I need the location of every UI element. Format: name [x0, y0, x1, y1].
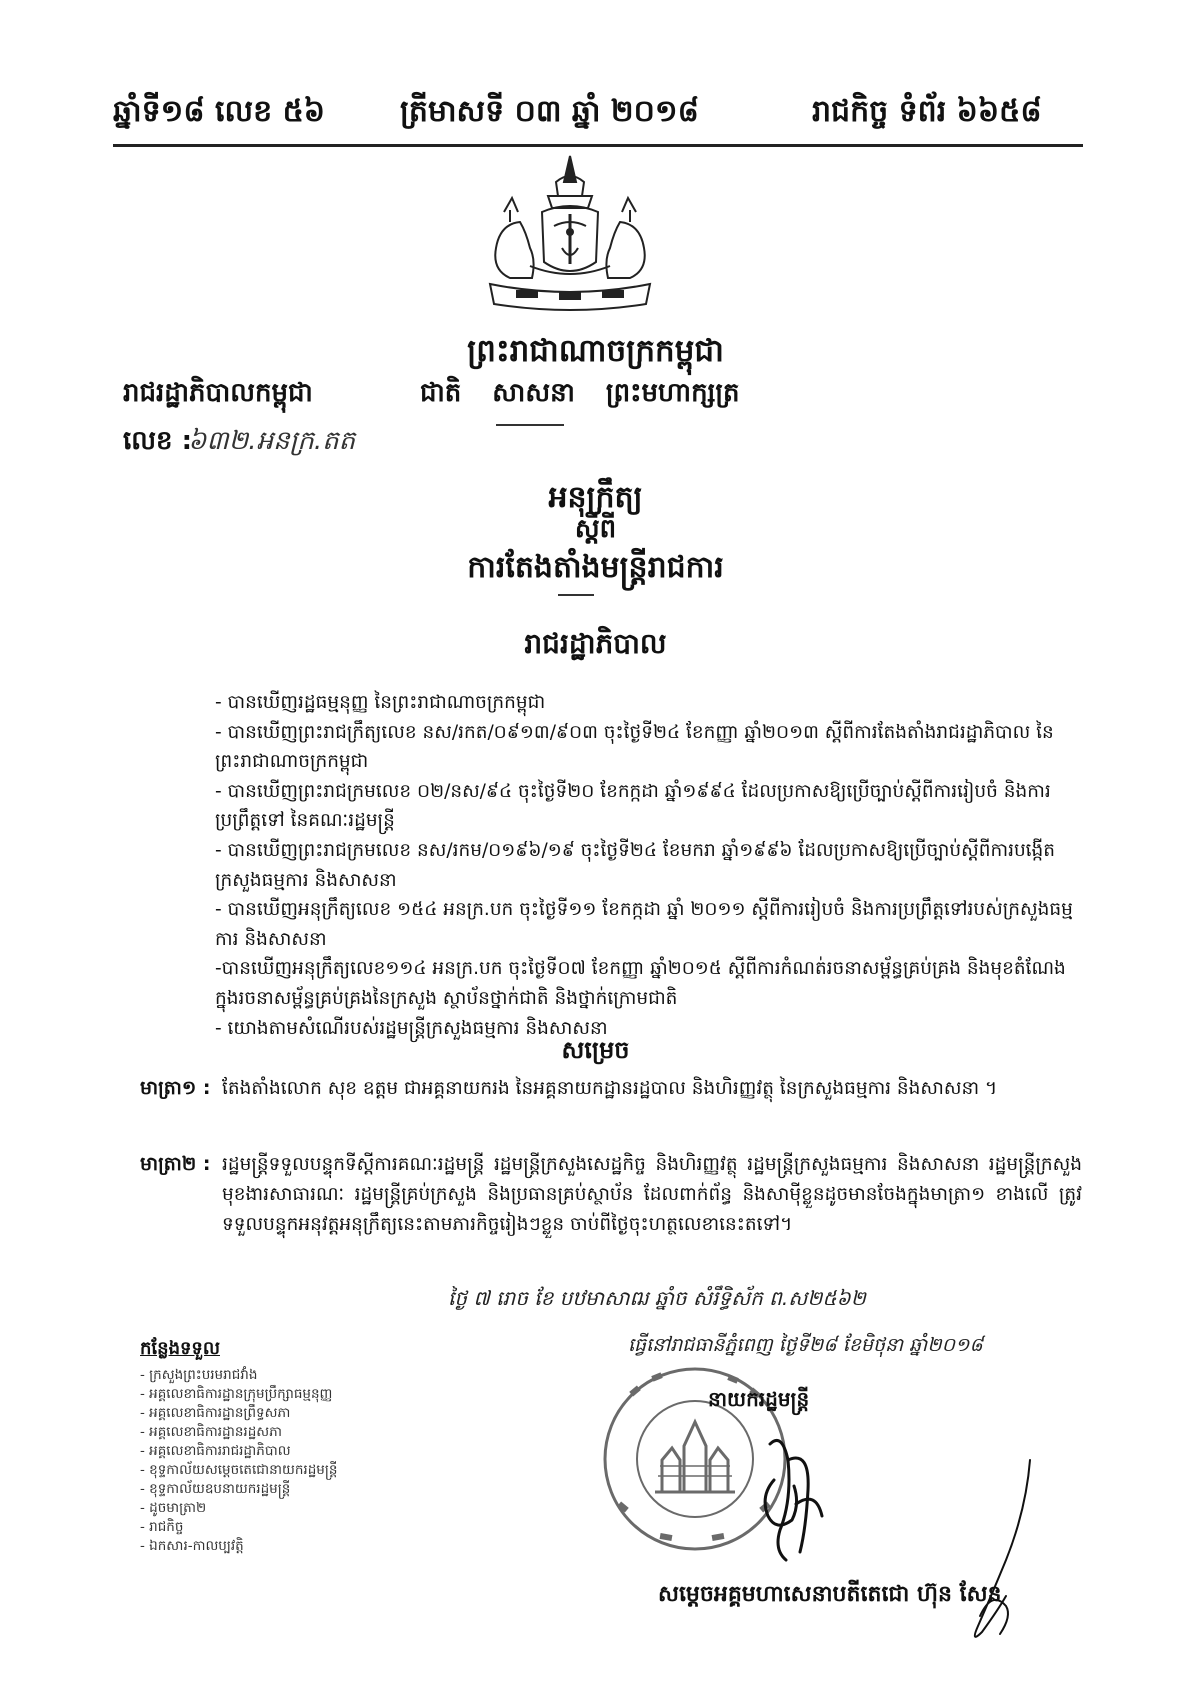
signer-title: នាយករដ្ឋមន្ត្រី	[708, 1387, 810, 1411]
gazette-page-number: រាជកិច្ច ទំព័រ ៦៦៥៨	[812, 94, 1042, 129]
recipient-item: - ខុទ្ទកាល័យសម្តេចតេជោនាយករដ្ឋមន្ត្រី	[140, 1462, 338, 1478]
lunar-date: ថ្ងៃ ៧ រោច ខែ បឋមាសាឍ ឆ្នាំច សំរឹទ្ធិស័ក ព.ស២៥៦២	[448, 1286, 866, 1310]
document-subject: ការតែងតាំងមន្ត្រីរាជការ	[467, 550, 724, 585]
decides-heading: សម្រេច	[561, 1036, 630, 1064]
preamble-item: - បានឃើញព្រះរាជក្រឹត្យលេខ នស/រកត/០៩១៣/៩០៣ ចុះថ្ងៃទី២៤ ខែកញ្ញា ឆ្នាំ២០១៣ ស្តីពីការតែងតាំងរាជរដ្ឋាភិបាល នៃព្រះរាជាណាចក្រកម្ពុជា	[215, 721, 1054, 773]
article-1-text: តែងតាំងលោក សុខ ឧត្តម ជាអគ្គនាយករង នៃអគ្គនាយកដ្ឋានរដ្ឋបាល និងហិរញ្ញវត្ថុ នៃក្រសួងធម្មការ និងសាសនា ។	[222, 1078, 998, 1099]
recipients-list	[140, 1366, 337, 1556]
document-number-value: ៦៣២.អនក្រ.តត	[188, 426, 356, 456]
signer-name: សម្តេចអគ្គមហាសេនាបតីតេជោ ហ៊ុន សែន	[658, 1582, 1002, 1607]
national-motto: ជាតិ សាសនា ព្រះមហាក្សត្រ	[420, 378, 740, 408]
place-and-date: ធ្វើនៅរាជធានីភ្នំពេញ ថ្ងៃទី២៨ ខែមិថុនា ឆ្នាំ២០១៨	[628, 1334, 983, 1356]
recipient-item: - រាជកិច្ច	[140, 1519, 184, 1535]
gazette-year-issue: ឆ្នាំទី១៨ លេខ ៥៦	[113, 94, 326, 129]
document-type: អនុក្រឹត្យ	[548, 480, 643, 515]
royal-coat-of-arms-icon	[470, 152, 670, 312]
header-rule	[113, 144, 1083, 147]
document-about-label: ស្តីពី	[574, 514, 617, 544]
document-number-label: លេខ :	[123, 426, 192, 456]
article-2-text: រដ្ឋមន្ត្រីទទួលបន្ទុកទីស្តីការគណៈរដ្ឋមន្ត្រី រដ្ឋមន្ត្រីក្រសួងសេដ្ឋកិច្ច និងហិរញ្ញវត្ថុ រដ្ឋមន្ត្រីក្រសួងធម្មការ និងសាសនា រដ្ឋមន្ត្រីក្រសួងមុខងារសាធារណៈ រដ្ឋមន្ត្រីគ្រប់ក្រសួង និងប្រធានគ្រប់ស្ថាប័ន ដែលពាក់ព័ន្ធ និងសាម៉ីខ្លួនដូចមានចែងក្នុងមាត្រា១ ខាងលើ ត្រូវទទួលបន្ទុកអនុវត្តអនុក្រឹត្យនេះតាមភារកិច្ចរៀងៗខ្លួន ចាប់ពីថ្ងៃចុះហត្ថលេខានេះតទៅ។	[222, 1154, 1082, 1235]
recipient-item: - ដូចមាត្រា២	[140, 1500, 207, 1516]
motto-ornament	[496, 424, 564, 426]
issuer-name: រាជរដ្ឋាភិបាលកម្ពុជា	[123, 378, 313, 408]
preamble-item: -បានឃើញអនុក្រឹត្យលេខ១១៤ អនក្រ.បក ចុះថ្ងៃទី០៧ ខែកញ្ញា ឆ្នាំ២០១៥ ស្តីពីការកំណត់រចនាសម្ព័ន្ធគ្រប់គ្រង និងមុខតំណែងក្នុងរចនាសម្ព័ន្ធគ្រប់គ្រងនៃក្រសួង ស្ថាប័នថ្នាក់ជាតិ និងថ្នាក់ក្រោមជាតិ	[215, 958, 1066, 1009]
body-heading: រាជរដ្ឋាភិបាល	[524, 627, 667, 660]
recipient-item: - អគ្គលេខាធិការដ្ឋានរដ្ឋសភា	[140, 1424, 282, 1440]
recipient-item: - ខុទ្ទកាល័យឧបនាយករដ្ឋមន្ត្រី	[140, 1481, 291, 1497]
preamble-item: - បានឃើញអនុក្រឹត្យលេខ ១៥៤ អនក្រ.បក ចុះថ្ងៃទី១១ ខែកក្កដា ឆ្នាំ ២០១១ ស្តីពីការរៀបចំ និងការប្រព្រឹត្តទៅរបស់ក្រសួងធម្មការ និងសាសនា	[215, 899, 1073, 950]
preamble-item: - បានឃើញព្រះរាជក្រមលេខ ០២/នស/៩៤ ចុះថ្ងៃទី២០ ខែកក្កដា ឆ្នាំ១៩៩៤ ដែលប្រកាសឱ្យប្រើច្បាប់ស្តីពីការរៀបចំ និងការប្រព្រឹត្តទៅ នៃគណៈរដ្ឋមន្ត្រី	[215, 780, 1051, 832]
article-2-label: មាត្រា២ :	[140, 1153, 211, 1175]
recipient-item: - អគ្គលេខាធិការដ្ឋានព្រឹទ្ធសភា	[140, 1405, 291, 1421]
title-ornament	[558, 594, 594, 596]
preamble-item: - បានឃើញព្រះរាជក្រមលេខ នស/រកម/០១៩៦/១៩ ចុះថ្ងៃទី២៤ ខែមករា ឆ្នាំ១៩៩៦ ដែលប្រកាសឱ្យប្រើច្បាប់ស្តីពីការបង្កើតក្រសួងធម្មការ និងសាសនា	[215, 839, 1056, 891]
recipients-heading: កន្លែងទទួល	[140, 1338, 220, 1359]
gazette-quarter: ត្រីមាសទី ០៣ ឆ្នាំ ២០១៨	[400, 94, 699, 129]
kingdom-title: ព្រះរាជាណាចក្រកម្ពុជា	[467, 333, 724, 369]
article-1-label: មាត្រា១ :	[140, 1077, 211, 1099]
recipient-item: - ក្រសួងព្រះបរមរាជវាំង	[140, 1367, 258, 1383]
preamble-list	[215, 688, 1075, 1043]
recipient-item: - ឯកសារ-កាលប្បវត្តិ	[140, 1538, 244, 1554]
preamble-item: - បានឃើញរដ្ឋធម្មនុញ្ញ នៃព្រះរាជាណាចក្រកម្ពុជា	[215, 692, 546, 713]
recipient-item: - អគ្គលេខាធិការរាជរដ្ឋាភិបាល	[140, 1443, 291, 1459]
preamble-item: - យោងតាមសំណើរបស់រដ្ឋមន្ត្រីក្រសួងធម្មការ និងសាសនា	[215, 1017, 608, 1039]
handwritten-signature-icon	[730, 1420, 1060, 1650]
recipient-item: - អគ្គលេខាធិការដ្ឋានក្រុមប្រឹក្សាធម្មនុញ្ញ	[140, 1386, 333, 1402]
